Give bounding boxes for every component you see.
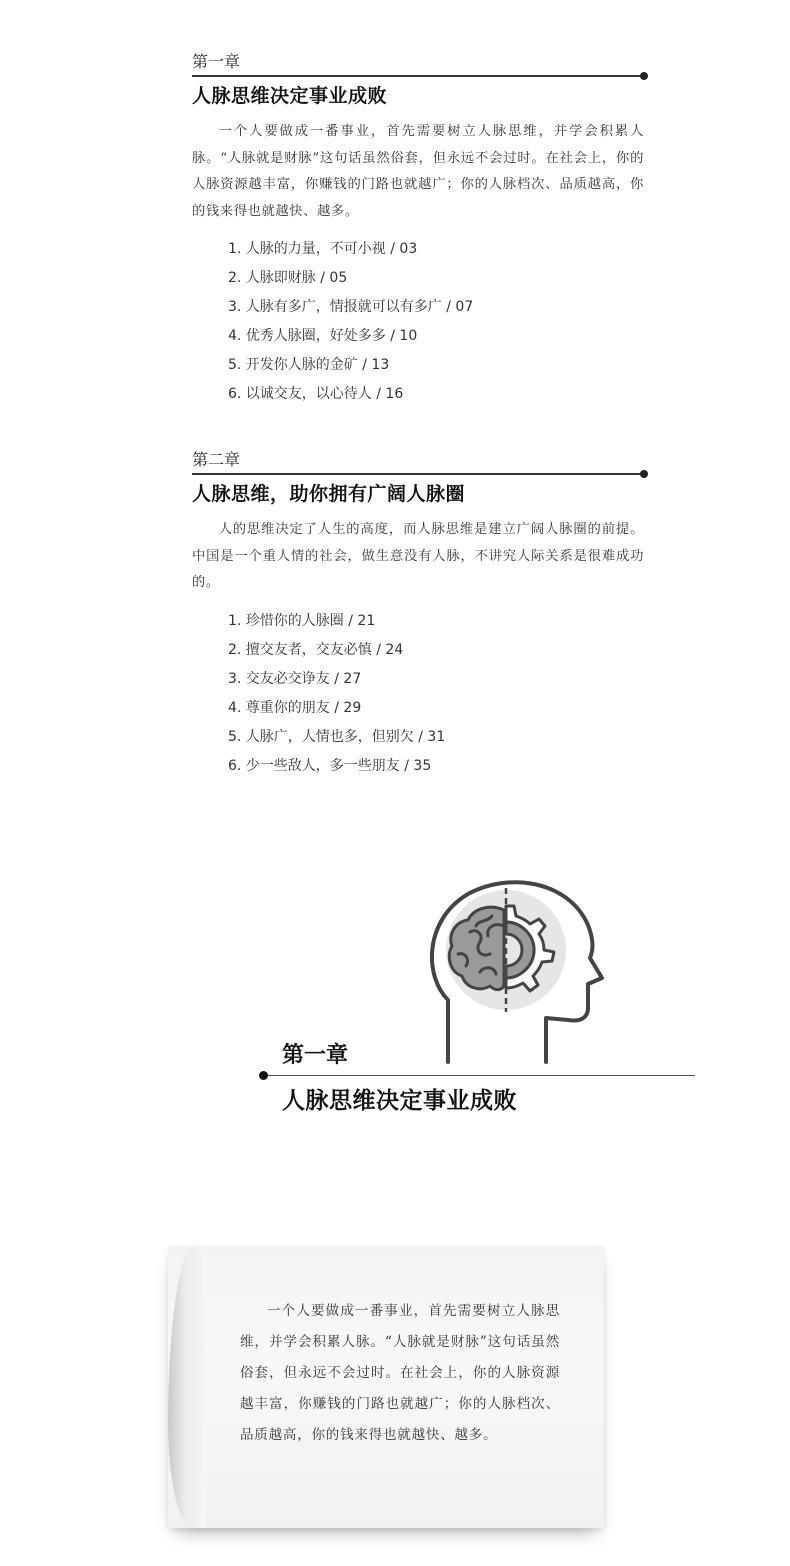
chapter-label: 第一章 — [192, 52, 241, 71]
toc-list — [228, 607, 644, 781]
toc-item[interactable]: 6. 少一些敌人，多一些朋友 / 35 — [228, 757, 432, 774]
feature-chapter-title: 人脉思维决定事业成败 — [282, 1087, 517, 1114]
chapter-intro: 一个人要做成一番事业，首先需要树立人脉思维，并学会积累人脉。“人脉就是财脉”这句话虽然俗套，但永远不会过时。在社会上，你的人脉资源越丰富，你赚钱的门路也就越广；你的人脉档次、品质越高，你的钱来得也就越快、越多。 — [192, 124, 644, 219]
chapter-2 — [192, 450, 644, 781]
divider-dot — [640, 470, 648, 478]
toc-item[interactable]: 1. 人脉的力量，不可小视 / 03 — [228, 241, 418, 257]
chapter-divider — [192, 473, 644, 475]
toc-item[interactable]: 3. 人脉有多广，情报就可以有多广 / 07 — [228, 299, 474, 315]
chapter-title: 人脉思维，助你拥有广阔人脉圈 — [192, 483, 466, 505]
toc-item[interactable]: 2. 擅交友者，交友必慎 / 24 — [228, 641, 404, 658]
chapter-label: 第二章 — [192, 450, 241, 469]
quote-card — [168, 1246, 604, 1528]
toc-item[interactable]: 5. 开发你人脉的金矿 / 13 — [228, 357, 390, 373]
quote-text: 一个人要做成一番事业，首先需要树立人脉思维，并学会积累人脉。“人脉就是财脉”这句话虽然俗套，但永远不会过时。在社会上，你的人脉资源越丰富，你赚钱的门路也就越广；你的人脉档次、品质越高，你的钱来得也就越快、越多。 — [240, 1303, 560, 1443]
feature-divider — [263, 1075, 695, 1076]
toc-item[interactable]: 4. 优秀人脉圈，好处多多 / 10 — [228, 328, 418, 344]
chapter-divider — [192, 75, 644, 77]
paper-curl — [168, 1246, 206, 1528]
feature-chapter-label: 第一章 — [282, 1042, 349, 1068]
toc-item[interactable]: 4. 尊重你的朋友 / 29 — [228, 699, 362, 716]
head-brain-gear-icon — [418, 880, 618, 1070]
chapter-1 — [192, 52, 644, 409]
toc-list — [228, 235, 644, 409]
toc-item[interactable]: 5. 人脉广，人情也多，但别欠 / 31 — [228, 728, 446, 745]
divider-dot — [259, 1071, 268, 1080]
toc-item[interactable]: 2. 人脉即财脉 / 05 — [228, 270, 348, 286]
toc-item[interactable]: 1. 珍惜你的人脉圈 / 21 — [228, 612, 376, 629]
toc-item[interactable]: 3. 交友必交诤友 / 27 — [228, 670, 362, 687]
chapter-title: 人脉思维决定事业成败 — [192, 85, 388, 107]
divider-dot — [640, 72, 648, 80]
toc-item[interactable]: 6. 以诚交友，以心待人 / 16 — [228, 386, 404, 402]
chapter-intro: 人的思维决定了人生的高度，而人脉思维是建立广阔人脉圈的前提。中国是一个重人情的社会，做生意没有人脉，不讲究人际关系是很难成功的。 — [192, 522, 644, 590]
